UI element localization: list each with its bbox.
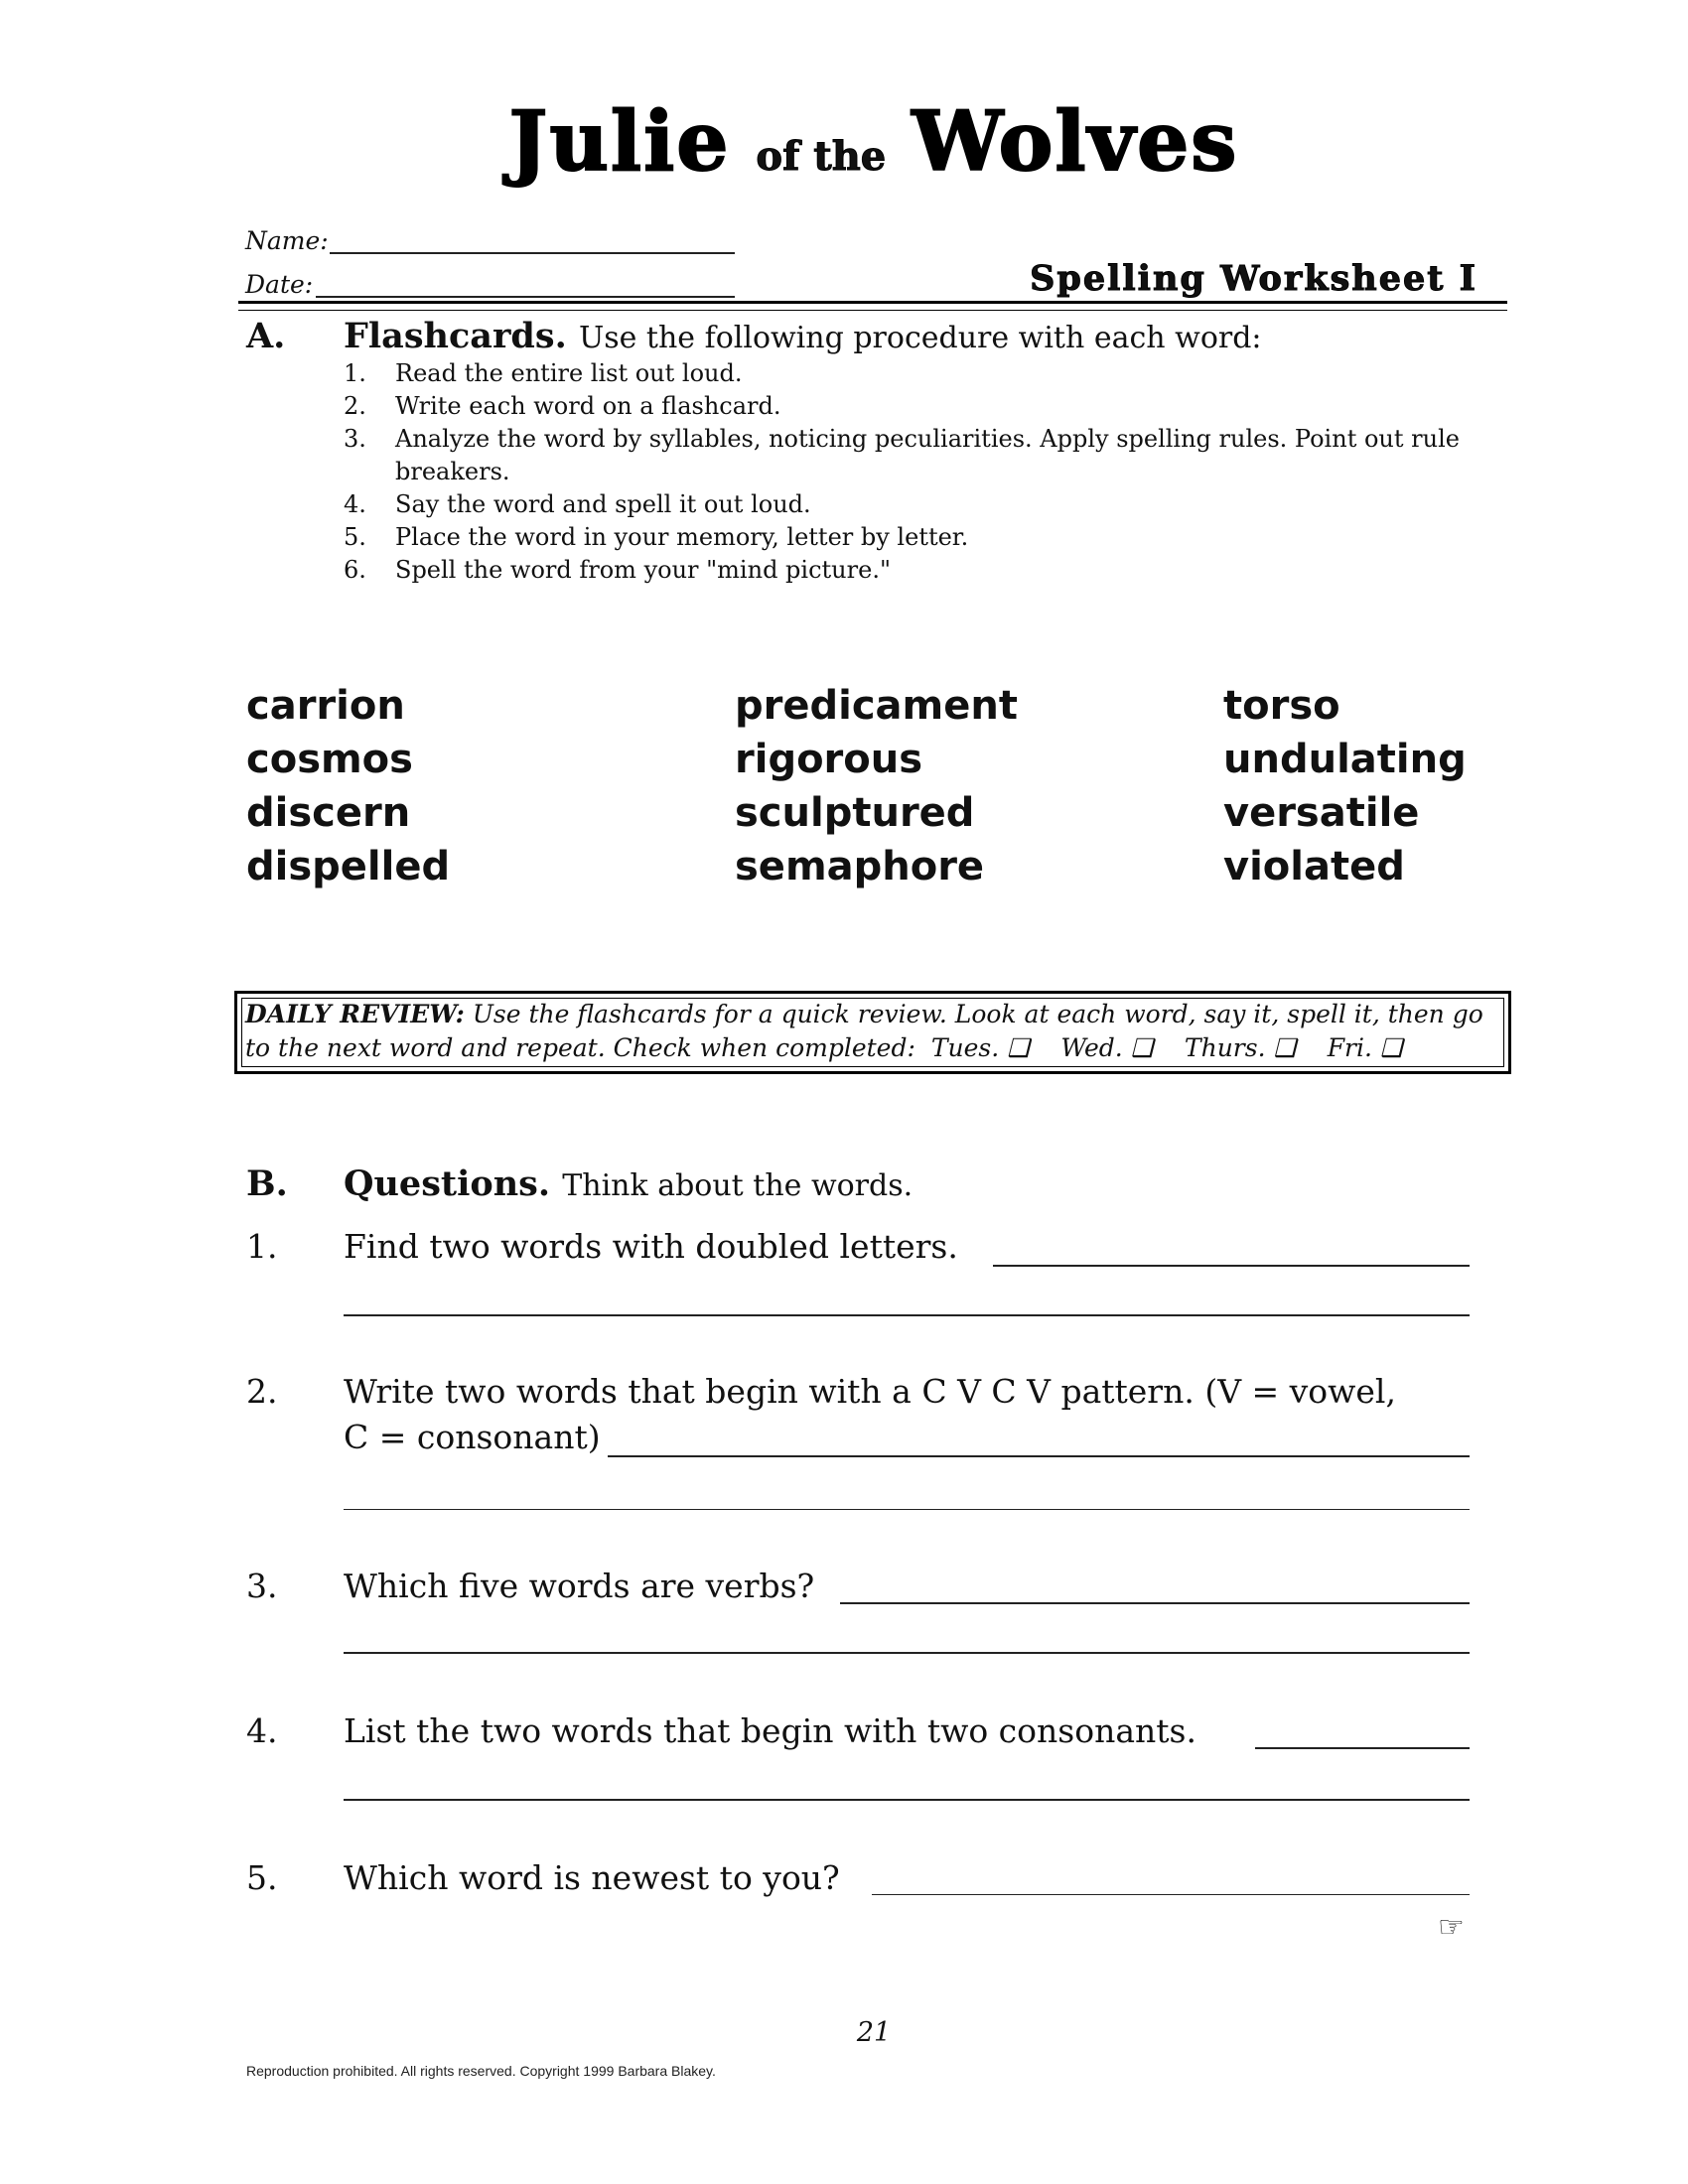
answer-5-line[interactable] <box>872 1894 1470 1895</box>
spelling-word: carrion <box>246 683 405 729</box>
day-label-thurs: Thurs. <box>1184 1033 1266 1062</box>
worksheet-title: Spelling Worksheet I <box>1030 258 1477 299</box>
question-2-number: 2. <box>246 1372 278 1411</box>
date-field[interactable] <box>316 296 735 298</box>
word-column-2 <box>735 679 1018 893</box>
section-b-heading <box>344 1163 913 1204</box>
word-column-1 <box>246 679 450 893</box>
section-b-letter: B. <box>246 1163 288 1204</box>
title-of-the: of the <box>756 133 887 180</box>
title-wolves: Wolves <box>912 94 1239 190</box>
pointing-hand-icon: ☞ <box>1438 1910 1465 1945</box>
checkbox-thurs[interactable]: ❑ <box>1273 1033 1296 1062</box>
question-1-text: Find two words with doubled letters. <box>344 1227 958 1266</box>
header-divider <box>238 301 1507 304</box>
answer-2-line-a[interactable] <box>608 1455 1470 1457</box>
spelling-word: violated <box>1223 844 1405 889</box>
header-divider-thin <box>238 310 1507 311</box>
checkbox-tues[interactable]: ❑ <box>1007 1033 1030 1062</box>
daily-review-text <box>245 998 1500 1065</box>
spelling-word: predicament <box>735 683 1018 729</box>
step-text: Analyze the word by syllables, noticing peculiarities. Apply spelling rules. Point out rule breakers. <box>395 425 1460 485</box>
list-item <box>344 488 1485 521</box>
list-item <box>344 554 1485 587</box>
step-text: Read the entire list out loud. <box>395 359 743 387</box>
answer-1-line-a[interactable] <box>993 1265 1470 1267</box>
question-3-number: 3. <box>246 1567 278 1605</box>
answer-1-line-b[interactable] <box>344 1314 1470 1316</box>
checkbox-fri[interactable]: ❑ <box>1379 1033 1403 1062</box>
step-number: 2. <box>344 392 366 420</box>
step-number: 6. <box>344 556 366 584</box>
question-4-text: List the two words that begin with two consonants. <box>344 1711 1196 1750</box>
section-b-title: Questions. <box>344 1163 551 1204</box>
section-b-instruction: Think about the words. <box>562 1168 914 1203</box>
day-label-fri: Fri. <box>1327 1033 1372 1062</box>
daily-review-label: DAILY REVIEW: <box>245 1000 465 1028</box>
answer-3-line-b[interactable] <box>344 1652 1470 1654</box>
procedure-list <box>344 357 1485 587</box>
answer-3-line-a[interactable] <box>840 1602 1470 1604</box>
section-a-heading <box>344 316 1262 356</box>
spelling-word: semaphore <box>735 844 985 889</box>
page-number: 21 <box>856 2017 892 2048</box>
question-2-text: Write two words that begin with a C V C V pattern. (V = vowel, <box>344 1372 1396 1411</box>
answer-2-line-b[interactable] <box>344 1509 1470 1510</box>
section-a-letter: A. <box>246 316 286 356</box>
daily-review-box <box>234 991 1511 1074</box>
spelling-word: torso <box>1223 683 1340 729</box>
day-label-wed: Wed. <box>1060 1033 1123 1062</box>
answer-4-line-b[interactable] <box>344 1799 1470 1801</box>
word-column-3 <box>1223 679 1467 893</box>
answer-4-line-a[interactable] <box>1255 1747 1470 1749</box>
step-text: Write each word on a flashcard. <box>395 392 781 420</box>
list-item <box>344 521 1485 554</box>
spelling-word: versatile <box>1223 790 1420 836</box>
list-item <box>344 357 1485 390</box>
spelling-word: dispelled <box>246 844 451 889</box>
question-5-text: Which word is newest to you? <box>344 1858 840 1897</box>
name-field[interactable] <box>330 252 735 254</box>
question-4-number: 4. <box>246 1711 278 1750</box>
question-3-text: Which five words are verbs? <box>344 1567 815 1605</box>
list-item <box>344 423 1485 488</box>
spelling-word: discern <box>246 790 411 836</box>
date-label: Date: <box>245 270 314 299</box>
spelling-word: sculptured <box>735 790 975 836</box>
question-2-text-cont: C = consonant) <box>344 1418 601 1456</box>
day-label-tues: Tues. <box>930 1033 1000 1062</box>
list-item <box>344 390 1485 423</box>
checkbox-wed[interactable]: ❑ <box>1130 1033 1154 1062</box>
title-julie: Julie <box>508 94 731 190</box>
step-number: 5. <box>344 523 366 551</box>
daily-review-instructions: Use the flashcards for a quick review. Look at each word, say it, spell it, then go to the next word and repeat. Check when completed: <box>245 1000 1483 1062</box>
name-label: Name: <box>245 226 329 255</box>
section-a-instruction: Use the following procedure with each word: <box>578 321 1262 355</box>
step-text: Spell the word from your "mind picture." <box>395 556 891 584</box>
step-number: 1. <box>344 359 366 387</box>
spelling-word: cosmos <box>246 737 413 782</box>
step-text: Say the word and spell it out loud. <box>395 490 811 518</box>
copyright-footer: Reproduction prohibited. All rights reserved. Copyright 1999 Barbara Blakey. <box>246 2063 716 2079</box>
question-5-number: 5. <box>246 1858 278 1897</box>
question-1-number: 1. <box>246 1227 278 1266</box>
section-a-title: Flashcards. <box>344 316 567 356</box>
step-text: Place the word in your memory, letter by letter. <box>395 523 969 551</box>
spelling-word: rigorous <box>735 737 923 782</box>
step-number: 4. <box>344 490 366 518</box>
step-number: 3. <box>344 425 366 453</box>
page-title <box>0 94 1688 190</box>
spelling-word: undulating <box>1223 737 1467 782</box>
